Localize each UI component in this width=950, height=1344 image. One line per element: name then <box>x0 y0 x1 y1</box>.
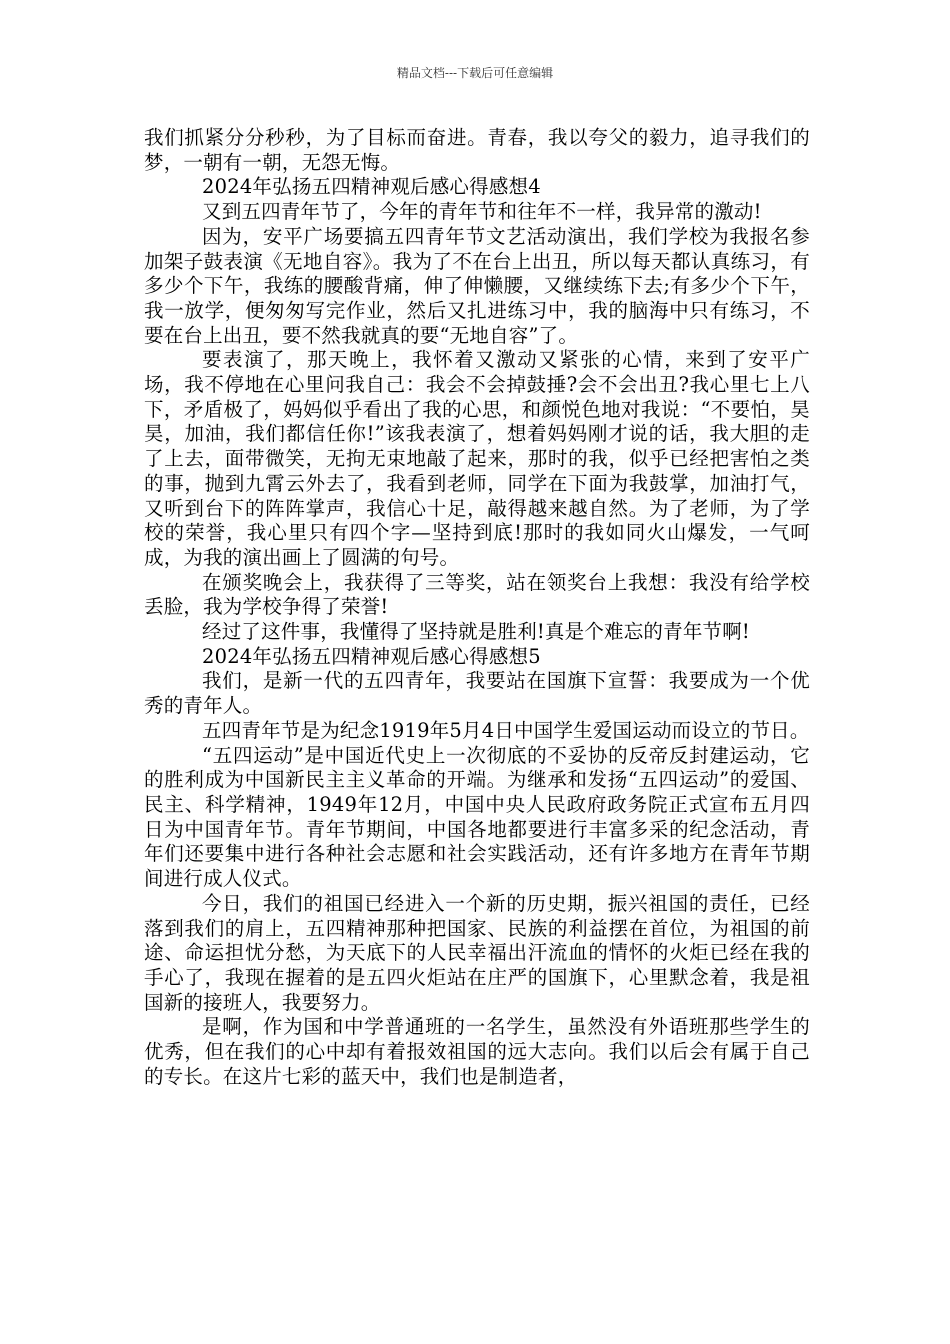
page-header: 精品文档---下载后可任意编辑 <box>396 66 554 80</box>
paragraph: 今日，我们的祖国已经进入一个新的历史期，振兴祖国的责任，已经落到我们的肩上，五四精神那种把国家、民族的利益摆在首位，为祖国的前途、命运担忧分愁，为天底下的人民幸福出汗流血的情怀的火炬已经在我的手心了，我现在握着的是五四火炬站在庄严的国旗下，心里默念着，我是祖国新的接班人，我要努力。 <box>144 891 810 1014</box>
paragraph: 经过了这件事，我懂得了坚持就是胜利!真是个难忘的青年节啊! <box>202 620 750 644</box>
paragraph: 我们抓紧分分秒秒，为了目标而奋进。青春，我以夸父的毅力，追寻我们的梦，一朝有一朝，无怨无悔。 <box>144 126 810 174</box>
paragraph: 又到五四青年节了，今年的青年节和往年不一样，我异常的激动! <box>202 200 762 224</box>
section-heading: 2024年弘扬五四精神观后感心得感想4 <box>202 175 541 199</box>
paragraph: 我们，是新一代的五四青年，我要站在国旗下宣誓：我要成为一个优秀的青年人。 <box>144 669 810 718</box>
paragraph: 在颁奖晚会上，我获得了三等奖，站在领奖台上我想：我没有给学校丢脸，我为学校争得了荣誉! <box>144 570 810 619</box>
paragraph: 五四青年节是为纪念1919年5月4日中国学生爱国运动而设立的节日。 <box>202 718 810 742</box>
paragraph: 要表演了，那天晚上，我怀着又激动又紧张的心情，来到了安平广场，我不停地在心里问我自己：我会不会掉鼓捶?会不会出丑?我心里七上八下，矛盾极了，妈妈似乎看出了我的心思，和颜悦色地对我说：“不要怕，昊昊，加油，我们都信任你!”该我表演了，想着妈妈刚才说的话，我大胆的走了上去，面带微笑，无拘无束地敲了起来，那时的我，似乎已经把害怕之类的事，抛到九霄云外去了，我看到老师，同学在下面为我鼓掌，加油打气，又听到台下的阵阵掌声，我信心十足，敲得越来越自然。为了老师，为了学校的荣誉，我心里只有四个字—坚持到底!那时的我如同火山爆发，一气呵成，为我的演出画上了圆满的句号。 <box>144 348 810 569</box>
section-heading: 2024年弘扬五四精神观后感心得感想5 <box>202 644 541 668</box>
paragraph: “五四运动”是中国近代史上一次彻底的不妥协的反帝反封建运动，它的胜利成为中国新民主主义革命的开端。为继承和发扬“五四运动”的爱国、民主、科学精神，1949年12月，中国中央人民政府政务院正式宣布五月四日为中国青年节。青年节期间，中国各地都要进行丰富多采的纪念活动，青年们还要集中进行各种社会志愿和社会实践活动，还有许多地方在青年节期间进行成人仪式。 <box>144 743 810 891</box>
paragraph: 是啊，作为国和中学普通班的一名学生，虽然没有外语班那些学生的优秀，但在我们的心中却有着报效祖国的远大志向。我们以后会有属于自己的专长。在这片七彩的蓝天中，我们也是制造者， <box>144 1015 810 1088</box>
paragraph: 因为，安平广场要搞五四青年节文艺活动演出，我们学校为我报名参加架子鼓表演《无地自容》。我为了不在台上出丑，所以每天都认真练习，有多少个下午，我练的腰酸背痛，伸了伸懒腰，又继续练下去;有多少个下午，我一放学，便匆匆写完作业，然后又扎进练习中，我的脑海中只有练习，不要在台上出丑，要不然我就真的要“无地自容”了。 <box>144 224 810 347</box>
document-body <box>144 126 810 1089</box>
